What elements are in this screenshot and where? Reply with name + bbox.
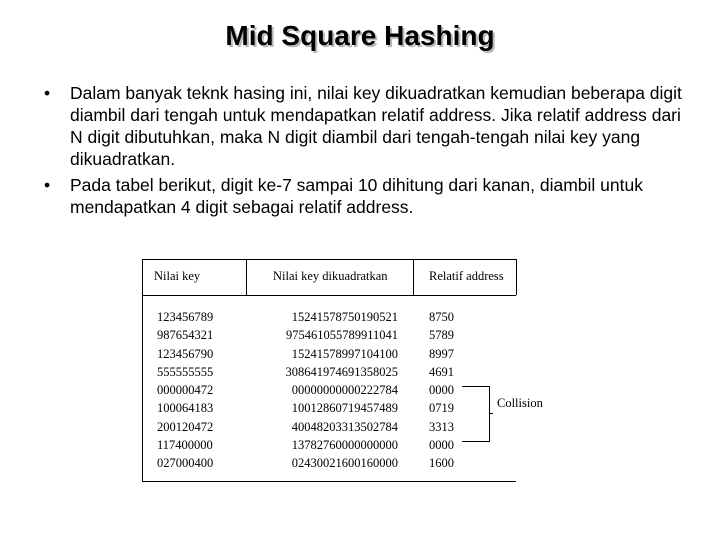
squared-cell: 40048203313502784	[291, 419, 398, 434]
relative-cell: 5789	[429, 328, 454, 343]
relative-cell: 1600	[429, 456, 454, 471]
squared-cell: 15241578750190521	[291, 310, 398, 324]
key-cell: 117400000	[157, 438, 213, 453]
collision-bracket	[462, 386, 490, 442]
header-divider-2	[413, 259, 414, 295]
collision-label: Collision	[497, 396, 543, 410]
header-nilai-key: Nilai key	[154, 269, 201, 283]
squared-cell: 975461055789911041	[285, 328, 398, 343]
table-bottom-border	[142, 481, 516, 482]
bullet-dot-icon: •	[44, 83, 51, 103]
bullet-dot-icon: •	[44, 175, 51, 195]
relative-cell: 8997	[429, 346, 454, 361]
squared-cell: 308641974691358025	[285, 364, 398, 379]
squared-cell: 00000000000222784	[291, 383, 398, 398]
relative-cell: 0000	[429, 438, 454, 453]
key-cell: 200120472	[157, 419, 214, 434]
table-left-border	[142, 259, 143, 481]
header-divider-3	[516, 259, 517, 295]
relative-cell: 3313	[429, 419, 454, 434]
squared-column	[258, 308, 398, 473]
key-cell: 027000400	[157, 456, 214, 471]
key-cell: 123456789	[157, 310, 214, 324]
relative-cell: 4691	[429, 364, 454, 379]
bullet-text: Dalam banyak teknk hasing ini, nilai key dikuadratkan kemudian beberapa digit diambil dari tengah untuk mendapatkan relatif address. Jika relatif address dari N digit dibutuhkan, maka N digit diambil dari tengah-tengah nilai key yang dikuadratkan.	[70, 83, 682, 169]
header-relatif-address: Relatif address	[429, 269, 504, 283]
bullet-item	[44, 82, 684, 170]
key-cell: 000000472	[157, 383, 214, 398]
key-cell: 555555555	[157, 364, 214, 379]
relative-cell: 0000	[429, 383, 454, 398]
squared-cell: 02430021600160000	[291, 456, 398, 471]
key-cell: 100064183	[157, 401, 214, 416]
table-top-border	[142, 259, 516, 260]
squared-cell: 13782760000000000	[291, 438, 398, 453]
header-nilai-key-dikuadratkan: Nilai key dikuadratkan	[273, 269, 388, 283]
key-column	[157, 308, 213, 473]
collision-bracket-tick	[489, 413, 493, 414]
bullet-text: Pada tabel berikut, digit ke-7 sampai 10 dihitung dari kanan, diambil untuk mendapatkan 4 digit sebagai relatif address.	[70, 175, 643, 217]
hash-table	[142, 259, 543, 481]
bullet-item	[44, 174, 684, 218]
relative-cell: 0719	[429, 401, 454, 416]
relative-address-column	[429, 308, 454, 473]
key-cell: 987654321	[157, 328, 214, 343]
slide-title: Mid Square Hashing	[225, 20, 495, 51]
header-divider-1	[246, 259, 247, 295]
bullet-list	[44, 82, 684, 222]
relative-cell: 8750	[429, 310, 454, 324]
squared-cell: 15241578997104100	[291, 346, 398, 361]
key-cell: 123456790	[157, 346, 214, 361]
squared-cell: 10012860719457489	[291, 401, 398, 416]
table-header-divider	[142, 295, 516, 296]
